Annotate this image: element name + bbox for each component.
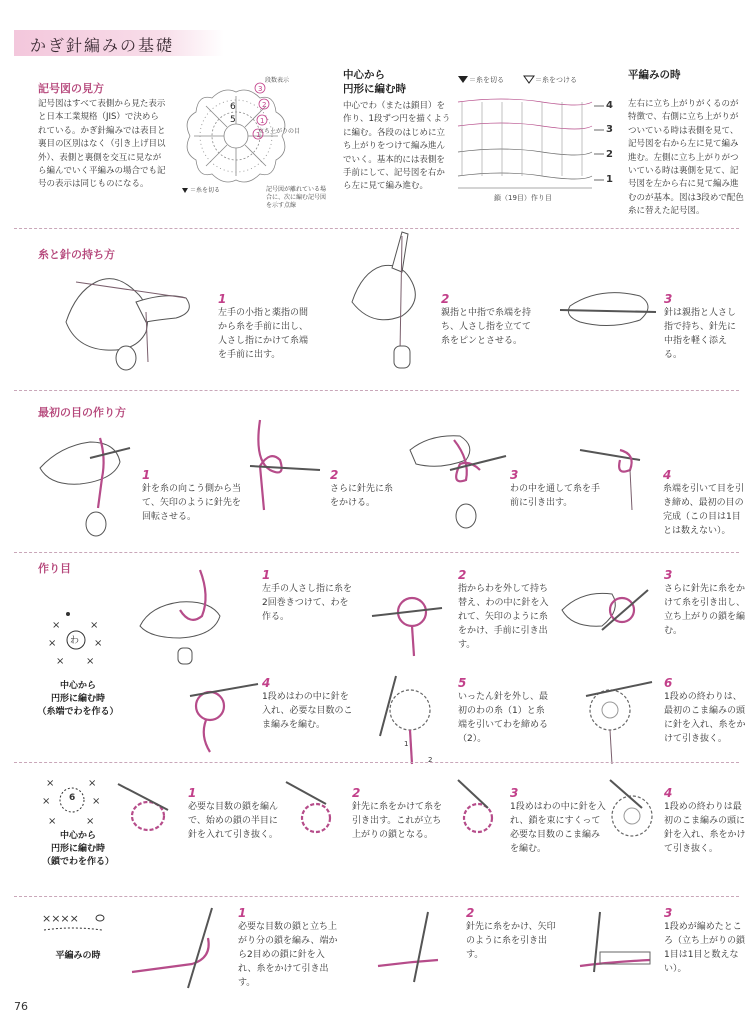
svg-text:×: × [94,638,103,649]
svg-text:×: × [42,796,51,807]
foundation-c2-illustration-1 [118,780,188,840]
foundation-c2-step-4-num: 4 [664,786,673,800]
divider-3 [14,552,739,553]
foundation-c2-step-1-text: 必要な目数の鎖を編んで、始めの鎖の半目に針を入れて引き抜く。 [188,802,279,840]
cut-label: ＝糸を切る [190,187,221,194]
rise-label: 立ち上がりの目 [258,128,301,135]
svg-text:×: × [52,620,61,631]
foundation-c1-step-2-text: 指からわを外して持ち替え、わの中に針を入れて、矢印のように糸をかけ、手前に引き出す。 [458,584,549,650]
holding-step-2-text: 親指と中指で糸端を持ち、人さし指を立てて糸をピンとさせる。 [441,308,532,346]
foundation-c2-step-1-num: 1 [188,786,197,800]
foundation-c1-step-4-text: 1段めはわの中に針を入れ、必要な目数のこま編みを編む。 [262,692,353,730]
first-stitch-illustration-1 [40,428,140,538]
foundation-c1-step-1-num: 1 [262,568,271,582]
foundation-c1-step-3-num: 3 [664,568,673,582]
first-stitch-heading: 最初の目の作り方 [38,406,126,419]
page-title: かぎ針編みの基礎 [30,36,175,55]
foundation-c2-illustration-2 [286,778,356,848]
foundation-c1-illustration-5 [376,676,446,766]
flat-legend-cut: ＝糸を切る [469,76,504,84]
circular-heading-2: 円形に編む時 [343,83,406,95]
foundation-c1-step-5-text: いったん針を外し、最初のわの糸（1）と糸端を引いてわを締める（2）。 [458,692,549,744]
foundation-c2-illustration-3 [448,778,518,848]
first-step-1-text: 針を糸の向こう側から当て、矢印のように針先を回転させる。 [142,484,242,522]
foundation-c1-step-1-text: 左手の人さし指に糸を2回巻きつけて、わを作る。 [262,584,353,622]
first-step-3-num: 3 [510,468,519,482]
foundation-c2-step-4-text: 1段めの終わりは最初のこま編みの頭に針を入れ、糸をかけて引き抜く。 [664,802,746,854]
flat-legend-cut-icon [458,76,468,84]
first-step-1-num: 1 [142,468,151,482]
round-number-5: 5 [230,115,236,125]
holding-step-3-text: 針は親指と人さし指で持ち、針先に中指を軽く添える。 [664,308,737,360]
foundation-c3-step-2-num: 2 [466,906,475,920]
symbols-text: 記号図はすべて表側から見た表示と日本工業規格（JIS）で決められている。かぎ針編みでは表目と裏目の区別はなく（引き上げ目以外）、表側と裏側を交互に見ながら編んでいく平編みの場合でも記号の表示は同じものになる。 [38,99,166,190]
flat-row-2: 2 [606,149,613,160]
svg-text:×: × [48,816,57,827]
holding-illustration-1 [56,262,206,372]
svg-text:1: 1 [260,117,265,125]
holding-illustration-3 [560,286,660,336]
case2-caption: 中心から 円形に編む時 （鎖でわを作る） [41,831,114,867]
foundation-c3-step-2-text: 針先に糸をかけ、矢印のように糸を引き出す。 [466,922,556,960]
svg-text:×: × [86,816,95,827]
foundation-c1-step-5-num: 5 [458,676,467,690]
first-stitch-illustration-2 [240,420,320,510]
foundation-c2-illustration-4 [602,778,664,848]
flat-symbol-diagram [42,910,106,934]
foundation-c3-step-3-text: 1段めが編めたところ（立ち上がりの鎖1目は1目と数えない）。 [664,922,746,974]
foundation-c1-step-4-num: 4 [262,676,271,690]
first-stitch-illustration-3 [410,420,510,530]
first-step-4-num: 4 [663,468,672,482]
foundation-c3-step-1-num: 1 [238,906,247,920]
svg-text:×: × [88,778,97,789]
foundation-c1-step-6-num: 6 [664,676,673,690]
foundation-heading: 作り目 [38,562,71,575]
first-step-2-num: 2 [330,468,339,482]
svg-text:×: × [90,620,99,631]
ring-symbol-label: わ [70,636,80,646]
flat-row-3: 3 [606,124,613,135]
svg-text:×: × [48,638,57,649]
holding-step-3-num: 3 [664,292,673,306]
foundation-c3-illustration-1 [132,908,232,988]
foundation-c3-illustration-2 [378,912,458,982]
flat-chain-label: 鎖（19目）作り目 [494,194,552,202]
tighten-arrow-1: 1 [404,740,409,748]
foundation-c1-illustration-2 [372,576,452,656]
page-number: 76 [14,1000,28,1013]
svg-text:×: × [46,778,55,789]
svg-text:××××: ×××× [42,912,79,925]
holding-step-1-text: 左手の小指と薬指の間から糸を手前に出し、人さし指にかけて糸端を手前に出す。 [218,308,309,360]
flat-legend-join: ＝糸をつける [535,76,577,84]
foundation-c2-step-3-text: 1段めはわの中に針を入れ、鎖を束にすくって必要な目数のこま編みを編む。 [510,802,606,854]
flat-text: 左右に立ち上がりがくるのが特徴で、右側に立ち上がりがついている時は表側を見て、記号図を右から左に見て編み進む。左側に立ち上がりがついている時は裏側を見て、記号図を左から右に見て編み進むのが基本。図は3段めで配色糸に替えた記号図。 [628,99,744,217]
tighten-arrow-2: 2 [428,756,433,764]
first-step-4-text: 糸端を引いて目を引き締め、最初の目の完成（この目は1目とは数えない）。 [663,484,745,536]
row-count-label: 段数表示 [265,77,290,84]
round-number-6: 6 [230,102,236,112]
foundation-c3-step-1-text: 必要な目数の鎖と立ち上がり分の鎖を編み、端から2目めの鎖に針を入れ、糸をかけて引き出す。 [238,922,338,988]
foundation-c1-illustration-4 [170,676,260,756]
foundation-c1-illustration-1 [140,566,250,666]
foundation-c2-step-2-num: 2 [352,786,361,800]
dotted-note: 記号図が離れている場合に、次に編む記号図を示す点線 [266,186,327,209]
holding-heading: 糸と針の持ち方 [38,248,115,261]
divider-5 [14,896,739,897]
foundation-c2-step-3-num: 3 [510,786,519,800]
case1-caption: 中心から 円形に編む時 （糸端でわを作る） [37,681,119,717]
first-step-3-text: わの中を通して糸を手前に引き出す。 [510,484,601,508]
holding-step-2-num: 2 [441,292,450,306]
first-stitch-illustration-4 [580,430,650,510]
divider-1 [14,228,739,229]
foundation-c2-step-2-text: 針先に糸をかけて糸を引き出す。これが立ち上がりの鎖となる。 [352,802,443,840]
holding-step-1-num: 1 [218,292,227,306]
divider-2 [14,390,739,391]
svg-text:2: 2 [262,101,267,109]
chain-ring-symbol-label: 6 [69,793,76,803]
foundation-c1-illustration-3 [562,570,652,660]
flat-row-1: 1 [606,174,613,185]
circular-text: 中心でわ（または鎖目）を作り、1段ずつ円を描くように編む。各段のはじめに立ち上がりをつけて編み進んでいく。基本的には表側を手前にして、記号図を右から左に見て編み進む。 [343,101,451,192]
foundation-c1-step-3-text: さらに針先に糸をかけて糸を引き出し、立ち上がりの鎖を編む。 [664,584,746,636]
symbols-heading: 記号図の見方 [38,82,104,95]
svg-text:×: × [56,656,65,667]
foundation-c1-illustration-6 [576,676,656,766]
foundation-c1-step-2-num: 2 [458,568,467,582]
case3-caption: 平編みの時 [55,951,101,961]
svg-text:3: 3 [258,85,263,93]
divider-4 [14,762,739,763]
circular-heading-1: 中心から [343,69,385,81]
flat-chart-diagram [452,92,622,202]
flat-heading: 平編みの時 [628,69,681,81]
flat-row-4: 4 [606,100,613,111]
holding-illustration-2 [342,232,432,372]
foundation-c3-step-3-num: 3 [664,906,673,920]
svg-text:1: 1 [256,131,261,139]
svg-text:×: × [86,656,95,667]
foundation-c1-step-6-text: 1段めの終わりは、最初のこま編みの頭に針を入れ、糸をかけて引き抜く。 [664,692,746,744]
svg-text:×: × [92,796,101,807]
foundation-c3-illustration-3 [580,912,660,982]
first-step-2-text: さらに針先に糸をかける。 [330,484,394,508]
flat-legend-join-icon [524,76,534,84]
